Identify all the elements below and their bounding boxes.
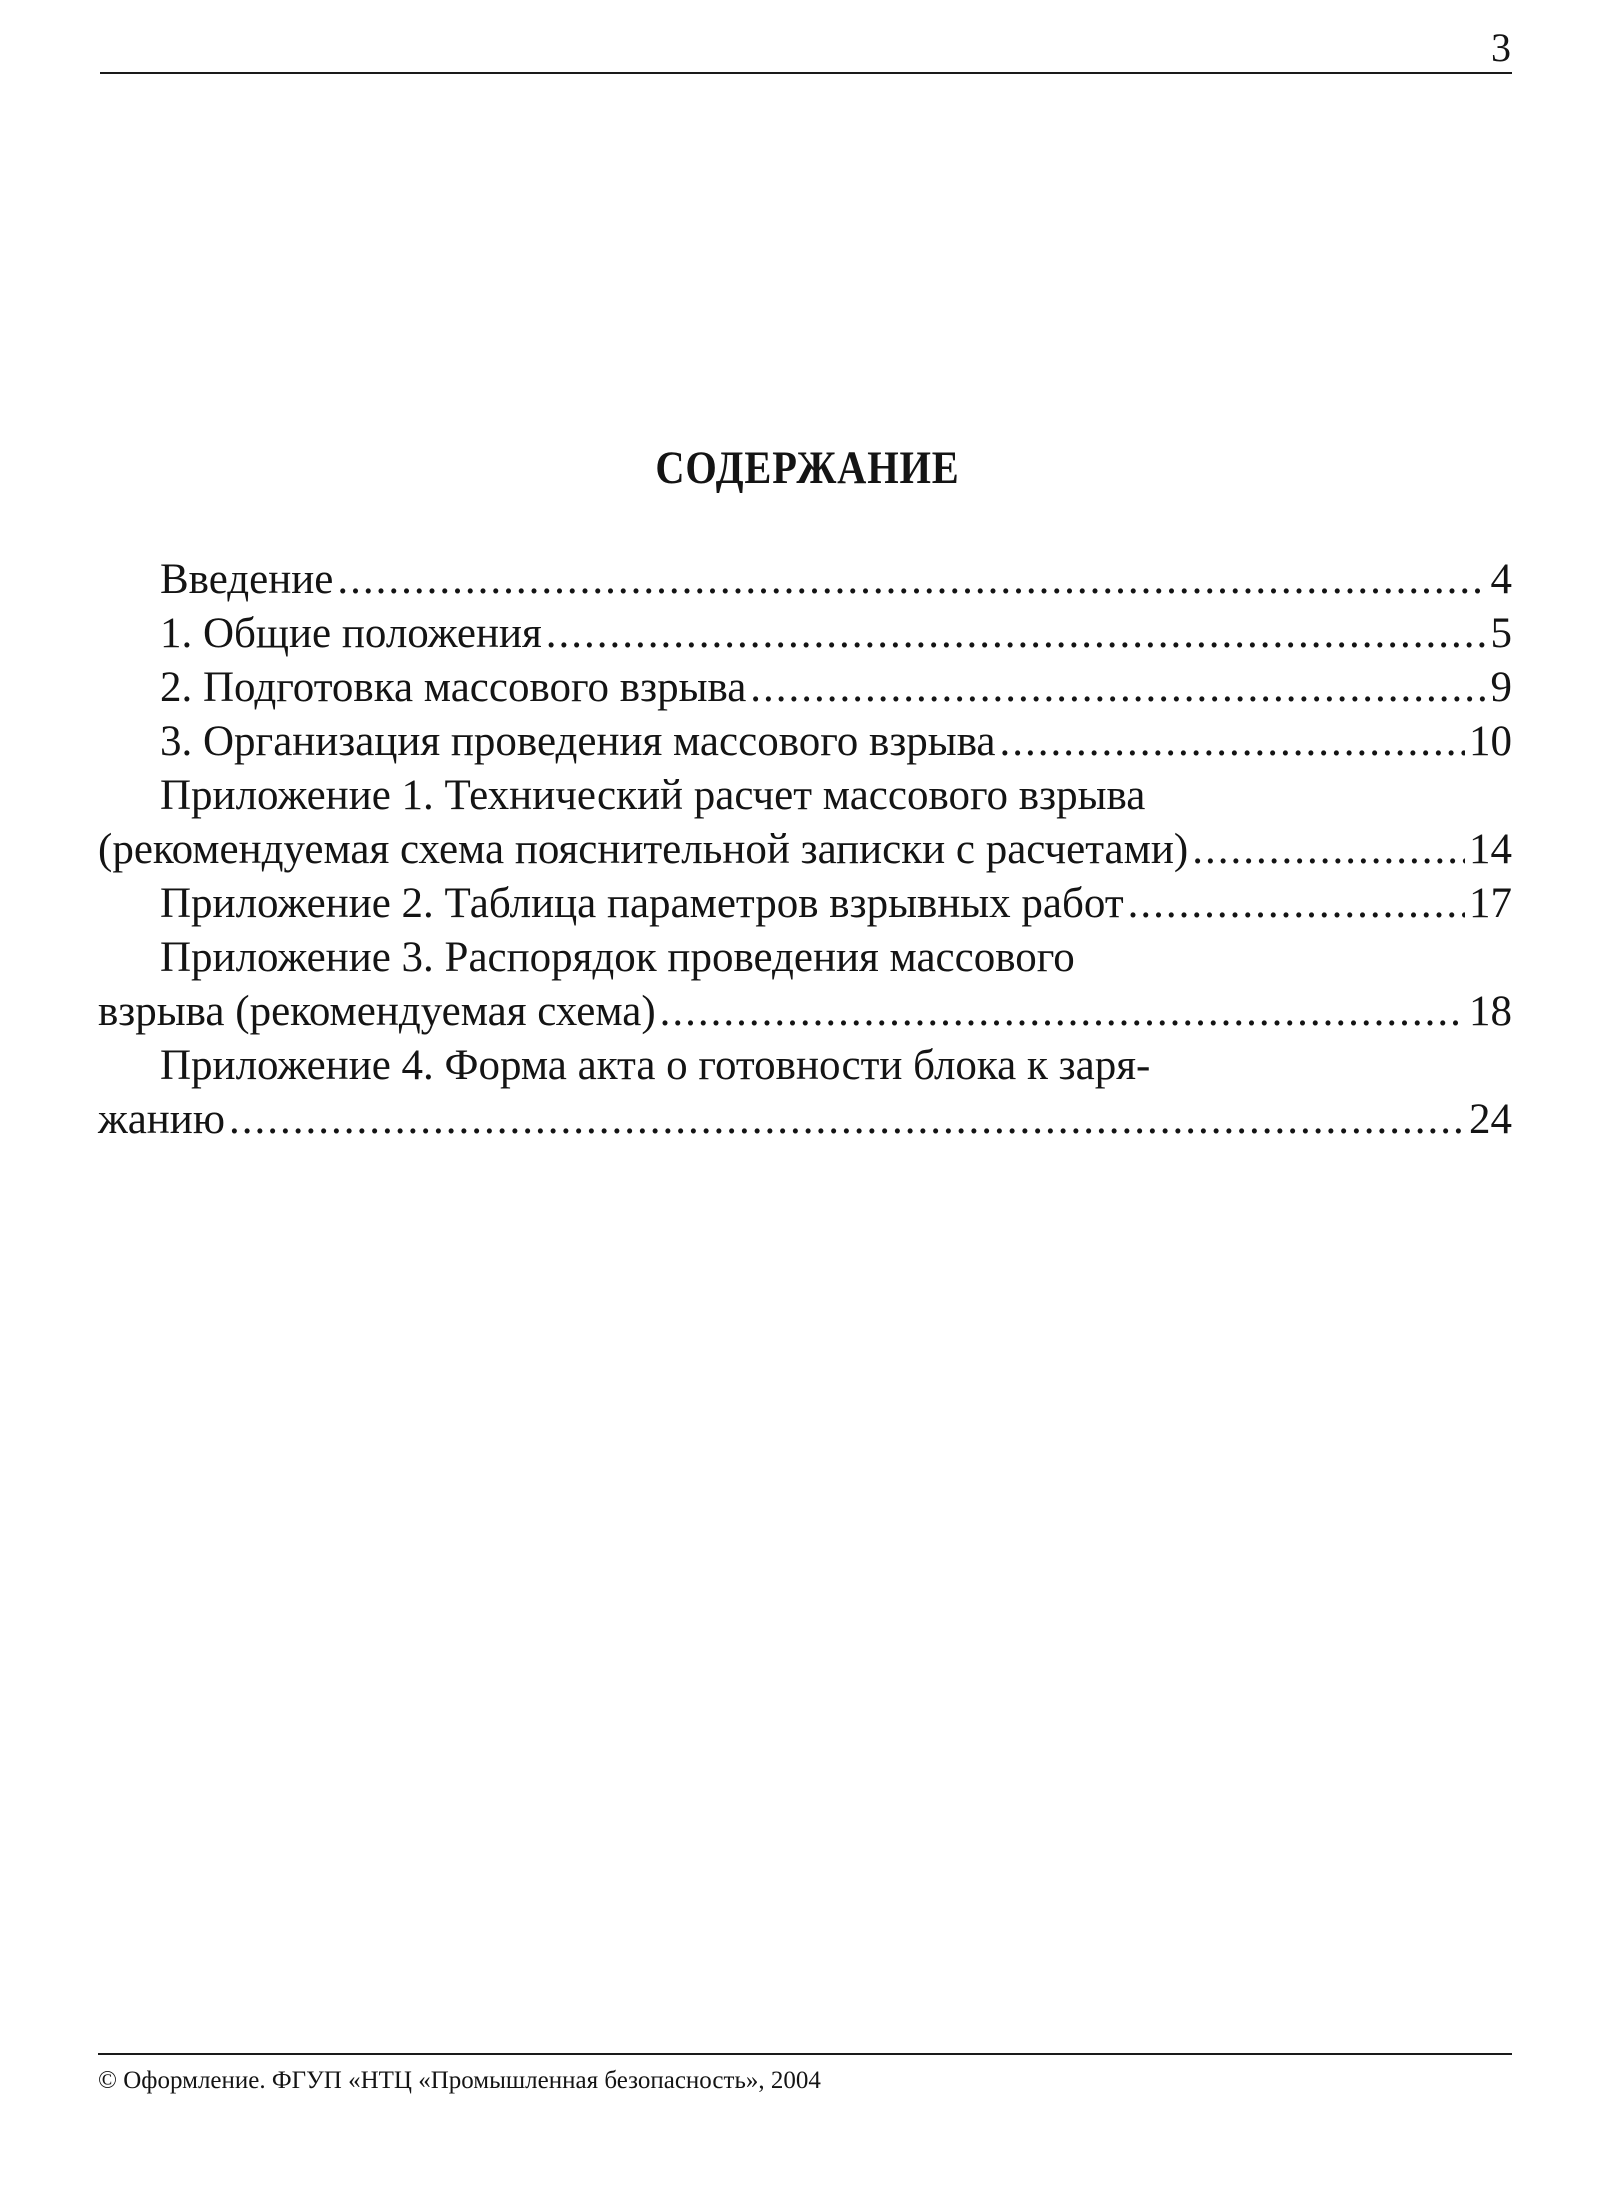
footer-rule xyxy=(98,2053,1512,2055)
toc-entry-label: Введение xyxy=(160,556,334,603)
page-number: 3 xyxy=(1491,25,1511,70)
table-of-contents xyxy=(98,553,1512,1147)
toc-entry-general-provisions[interactable] xyxy=(98,607,1512,661)
toc-entry-page: 4 xyxy=(1490,556,1512,603)
toc-leader-dots xyxy=(750,661,1486,715)
toc-entry-blast-organization[interactable] xyxy=(98,715,1512,769)
toc-entry-label: Приложение 1. Технический расчет массового взрыва xyxy=(160,772,1146,819)
toc-entry-label-continuation: жанию xyxy=(98,1096,225,1143)
toc-entry-introduction[interactable] xyxy=(98,553,1512,607)
toc-leader-dots xyxy=(229,1093,1465,1147)
toc-entry-label: 2. Подготовка массового взрыва xyxy=(160,664,747,711)
toc-entry-appendix-2[interactable] xyxy=(98,877,1512,931)
toc-entry-page: 14 xyxy=(1469,826,1512,873)
toc-entry-label: Приложение 2. Таблица параметров взрывных работ xyxy=(160,880,1124,927)
footer-copyright: © Оформление. ФГУП «НТЦ «Промышленная безопасность», 2004 xyxy=(98,2067,821,2094)
toc-entry-page: 18 xyxy=(1469,988,1512,1035)
toc-entry-page: 9 xyxy=(1490,664,1512,711)
toc-leader-dots xyxy=(1000,715,1465,769)
header-rule xyxy=(100,72,1512,74)
toc-leader-dots xyxy=(1192,823,1465,877)
toc-leader-dots xyxy=(337,553,1486,607)
toc-entry-appendix-4[interactable] xyxy=(98,1039,1512,1147)
toc-leader-dots xyxy=(546,607,1487,661)
toc-entry-label: Приложение 4. Форма акта о готовности блока к заря- xyxy=(160,1042,1151,1089)
toc-entry-page: 24 xyxy=(1469,1096,1512,1143)
toc-leader-dots xyxy=(660,985,1465,1039)
toc-entry-appendix-3[interactable] xyxy=(98,931,1512,1039)
toc-entry-label-continuation: (рекомендуемая схема пояснительной записки с расчетами) xyxy=(98,826,1189,873)
toc-entry-page: 10 xyxy=(1469,718,1512,765)
toc-entry-page: 5 xyxy=(1490,610,1512,657)
toc-title: СОДЕРЖАНИЕ xyxy=(655,442,960,494)
toc-entry-appendix-1[interactable] xyxy=(98,769,1512,877)
toc-entry-blast-preparation[interactable] xyxy=(98,661,1512,715)
toc-entry-label: 3. Организация проведения массового взрыва xyxy=(160,718,996,765)
toc-entry-label: 1. Общие положения xyxy=(160,610,542,657)
toc-entry-label-continuation: взрыва (рекомендуемая схема) xyxy=(98,988,656,1035)
toc-entry-page: 17 xyxy=(1469,880,1512,927)
toc-leader-dots xyxy=(1128,877,1465,931)
toc-entry-label: Приложение 3. Распорядок проведения массового xyxy=(160,934,1075,981)
